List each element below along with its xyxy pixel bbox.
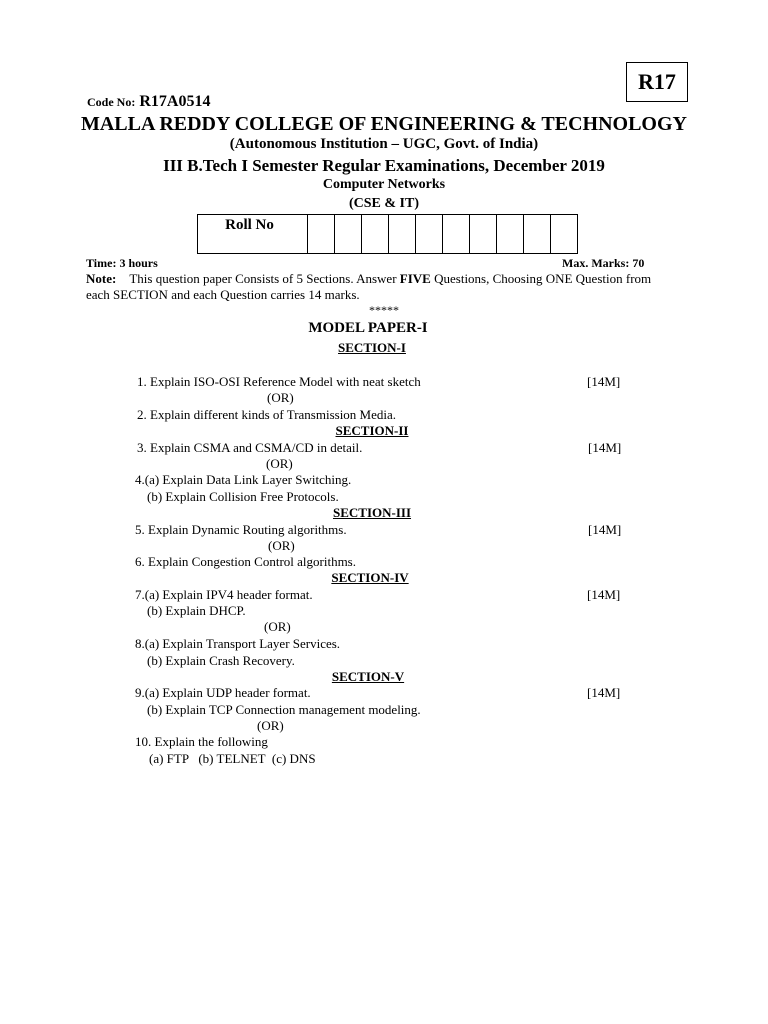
note-text-post: Questions, Choosing ONE Question from bbox=[430, 271, 652, 286]
or-separator: (OR) bbox=[257, 718, 284, 733]
code-value: R17A0514 bbox=[139, 93, 211, 110]
roll-digit-box[interactable] bbox=[551, 215, 578, 254]
or-separator: (OR) bbox=[266, 456, 293, 471]
or-separator: (OR) bbox=[267, 390, 294, 405]
question-10-parts: (a) FTP (b) TELNET (c) DNS bbox=[149, 751, 316, 766]
exam-duration: Time: 3 hours bbox=[86, 256, 158, 270]
question-8a: 8.(a) Explain Transport Layer Services. bbox=[135, 636, 341, 651]
question-9a: 9.(a) Explain UDP header format. bbox=[135, 685, 311, 700]
question-5: 5. Explain Dynamic Routing algorithms. bbox=[135, 522, 347, 537]
section-heading: SECTION-V bbox=[331, 669, 405, 684]
question-3: 3. Explain CSMA and CSMA/CD in detail. bbox=[137, 440, 363, 455]
code-number bbox=[87, 93, 210, 111]
max-marks: Max. Marks: 70 bbox=[562, 256, 645, 270]
marks-label: [14M] bbox=[587, 374, 621, 389]
or-separator: (OR) bbox=[268, 538, 295, 553]
marks-label: [14M] bbox=[587, 685, 621, 700]
note-text-pre: This question paper Consists of 5 Sections. Answer bbox=[129, 271, 400, 286]
question-2: 2. Explain different kinds of Transmission Media. bbox=[137, 407, 397, 422]
paper-title: MODEL PAPER-I bbox=[308, 320, 428, 336]
roll-digit-box[interactable] bbox=[416, 215, 443, 254]
exam-title: III B.Tech I Semester Regular Examinations, December 2019 bbox=[163, 156, 605, 175]
subject-name: Computer Networks bbox=[322, 177, 446, 192]
or-separator: (OR) bbox=[264, 619, 291, 634]
roll-digit-box[interactable] bbox=[443, 215, 470, 254]
note-line-2: each SECTION and each Question carries 14 marks. bbox=[86, 287, 360, 302]
section-heading: SECTION-III bbox=[332, 505, 412, 520]
question-7a: 7.(a) Explain IPV4 header format. bbox=[135, 587, 313, 602]
question-9b: (b) Explain TCP Connection management modeling. bbox=[147, 702, 421, 717]
question-10: 10. Explain the following bbox=[135, 734, 268, 749]
autonomy-line: (Autonomous Institution – UGC, Govt. of India) bbox=[229, 136, 539, 152]
marks-label: [14M] bbox=[588, 522, 622, 537]
section-heading: SECTION-IV bbox=[331, 570, 409, 585]
marks-label: [14M] bbox=[587, 587, 621, 602]
section-heading: SECTION-I bbox=[338, 340, 406, 355]
regulation-badge: R17 bbox=[626, 62, 688, 102]
question-8b: (b) Explain Crash Recovery. bbox=[147, 653, 295, 668]
roll-digit-box[interactable] bbox=[389, 215, 416, 254]
question-7b: (b) Explain DHCP. bbox=[147, 603, 246, 618]
roll-digit-box[interactable] bbox=[308, 215, 335, 254]
code-label: Code No: bbox=[87, 95, 136, 109]
roll-digit-box[interactable] bbox=[335, 215, 362, 254]
roll-number-grid bbox=[197, 214, 578, 254]
question-6: 6. Explain Congestion Control algorithms. bbox=[135, 554, 356, 569]
college-name: MALLA REDDY COLLEGE OF ENGINEERING & TECHNOLOGY bbox=[80, 113, 687, 135]
branch-name: (CSE & IT) bbox=[348, 196, 419, 211]
marks-label: [14M] bbox=[588, 440, 622, 455]
roll-digit-box[interactable] bbox=[497, 215, 524, 254]
note-text-bold: FIVE bbox=[399, 271, 431, 286]
roll-number-label: Roll No bbox=[198, 215, 308, 254]
separator-stars: ***** bbox=[369, 303, 399, 317]
roll-digit-box[interactable] bbox=[470, 215, 497, 254]
section-heading: SECTION-II bbox=[335, 423, 409, 438]
note-label: Note: bbox=[86, 271, 117, 286]
roll-digit-box[interactable] bbox=[362, 215, 389, 254]
note-line-1 bbox=[86, 271, 651, 287]
question-4b: (b) Explain Collision Free Protocols. bbox=[147, 489, 339, 504]
roll-digit-box[interactable] bbox=[524, 215, 551, 254]
question-1: 1. Explain ISO-OSI Reference Model with neat sketch bbox=[137, 374, 421, 389]
question-4a: 4.(a) Explain Data Link Layer Switching. bbox=[135, 472, 352, 487]
